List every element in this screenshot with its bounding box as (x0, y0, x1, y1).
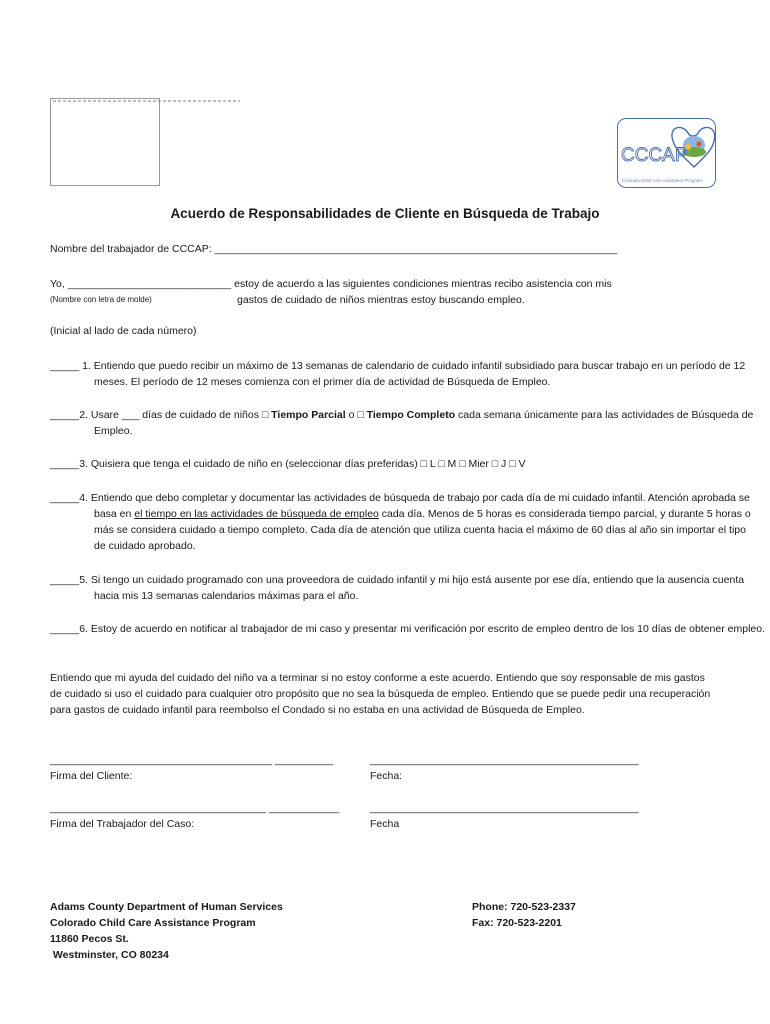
initial-note: (Inicial al lado de cada número) (50, 325, 197, 337)
flower-icon (697, 142, 702, 147)
item-1[interactable]: _____ 1. Entiendo que puedo recibir un máximo de 13 semanas de calendario de cuidado infantil subsidiado para buscar trabajo en un período de 12 meses. El período de 12 meses comienza con el primer día de actividad de Búsqueda de Empleo. (50, 360, 746, 388)
item-2-part-c: o □ (345, 409, 367, 421)
footer-address (50, 899, 430, 963)
footer-street: 11860 Pecos St. (50, 933, 129, 945)
footer-contact (472, 899, 672, 931)
full-time-option[interactable]: Tiempo Completo (366, 409, 456, 421)
footer-phone: Phone: 720-523-2337 (472, 901, 576, 913)
logo-text: CCCAP (621, 145, 688, 166)
item-5[interactable]: _____5. Si tengo un cuidado programado con una proveedora de cuidado infantil y mi hijo está ausente por ese día, entiendo que la ausencia cuenta hacia mis 13 semanas calendarios máximas para el año. (50, 574, 745, 602)
page-title: Acuerdo de Responsabilidades de Cliente en Búsqueda de Trabajo (170, 206, 600, 221)
item-2[interactable] (50, 407, 770, 439)
client-signature-field[interactable]: ______________________________________ __________ (50, 754, 334, 766)
cccap-logo (617, 118, 716, 188)
case-worker-date-field[interactable]: ______________________________________________ (370, 802, 639, 814)
case-worker-date-label: Fecha (370, 818, 400, 830)
footer-city: Westminster, CO 80234 (50, 949, 169, 961)
footer-program: Colorado Child Care Assistance Program (50, 917, 256, 929)
item-3-days[interactable]: _____3. Quisiera que tenga el cuidado de niño en (seleccionar días preferidas) □ L □ M □ Mier □ J □ V (50, 458, 526, 470)
item-4-part-a: _____4. Entiendo que debo completar y documentar las actividades de búsqueda de trabajo por cada día de mi cuidado infantil. Atención aprobada se basa en (50, 492, 750, 520)
client-name-line-cont: gastos de cuidado de niños mientras estoy buscando empleo. (237, 294, 525, 306)
print-name-note: (Nombre con letra de molde) (50, 295, 152, 304)
item-4-part-c: cada día. Menos de 5 horas es considerada tiempo parcial, y durante 5 horas o más se considera cuidado a tiempo completo. Cada día de atención que utiliza cuenta hacia el máximo de 60 días al año sin importar el tipo de cuidado aprobado. (94, 508, 751, 552)
cccap-logo-icon (618, 119, 715, 187)
client-signature-label: Firma del Cliente: (50, 770, 133, 782)
footer-dept: Adams County Department of Human Services (50, 901, 283, 913)
worker-name-field[interactable]: Nombre del trabajador de CCCAP: _____________________________________________________________________ (50, 243, 618, 255)
logo-subtitle: Colorado Child Care Assistance Program (622, 178, 703, 183)
item-6[interactable]: _____6. Estoy de acuerdo en notificar al trabajador de mi caso y presentar mi verificación por escrito de empleo dentro de los 10 días de obtener empleo. (50, 623, 765, 635)
agreement-paragraph: Entiendo que mi ayuda del cuidado del niño va a terminar si no estoy conforme a este acuerdo. Entiendo que soy responsable de mis gastos de cuidado si uso el cuidado para cualquier otro propósito que no sea la búsqueda de empleo. Entiendo que se puede pedir una recuperación para gastos de cuidado infantil para reembolso el Condado si no estaba en una actividad de Búsqueda de Empleo. (50, 672, 711, 716)
item-2-part-a: _____2. Usare ___ días de cuidado de niños □ (50, 409, 272, 421)
stamp-box (50, 98, 160, 186)
case-worker-signature-label: Firma del Trabajador del Caso: (50, 818, 195, 830)
client-date-field[interactable]: ______________________________________________ (370, 754, 639, 766)
item-4-underlined: el tiempo en las actividades de búsqueda de empleo (134, 508, 379, 520)
part-time-option[interactable]: Tiempo Parcial (271, 409, 346, 421)
item-4[interactable] (50, 490, 758, 554)
footer-fax: Fax: 720-523-2201 (472, 917, 562, 929)
case-worker-signature-field[interactable]: _____________________________________ ____________ (50, 802, 340, 814)
client-date-label: Fecha: (370, 770, 403, 782)
client-name-line[interactable]: Yo, ____________________________ estoy de acuerdo a las siguientes condiciones mientras recibo asistencia con mis (50, 278, 612, 290)
item-2-part-e: cada semana únicamente para las actividades de Búsqueda de Empleo. (94, 409, 754, 437)
